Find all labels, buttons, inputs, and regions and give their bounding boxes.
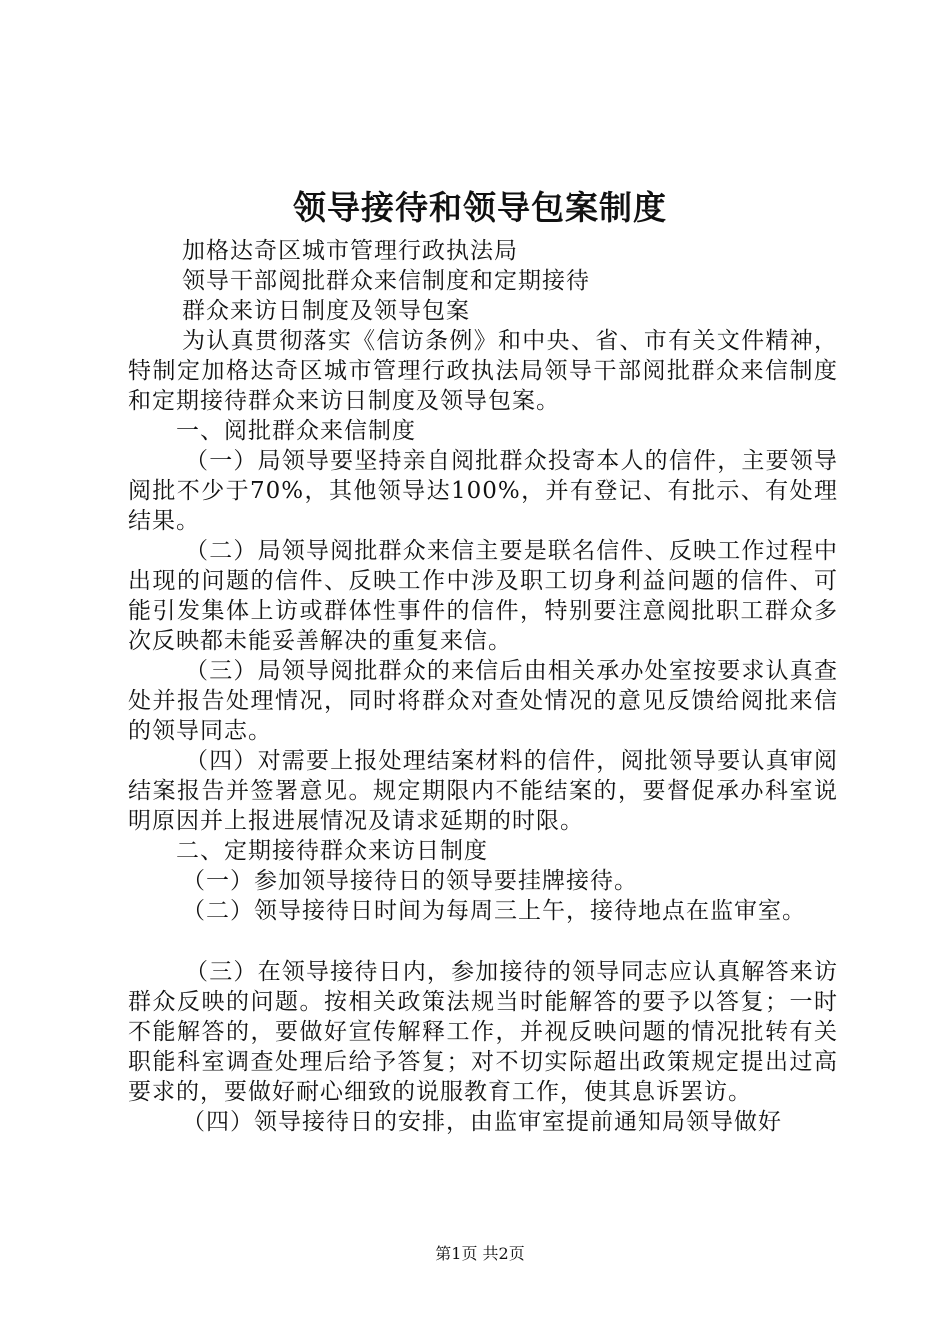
section-2-item-3: （三）在领导接待日内，参加接待的领导同志应认真解答来访群众反映的问题。按相关政策法规当时能解答的要予以答复；一时不能解答的，要做好宣传解释工作，并视反映问题的情况批转有关职能科室调查处理后给予答复；对不切实际超出政策规定提出过高要求的，要做好耐心细致的说服教育工作，使其息诉罢访。 xyxy=(128,959,838,1105)
blank-line xyxy=(128,926,838,957)
section-2-item-4: （四）领导接待日的安排，由监审室提前通知局领导做好 xyxy=(182,1109,782,1135)
subtitle-line-1: 领导干部阅批群众来信制度和定期接待 xyxy=(182,268,590,294)
subtitle-line-2: 群众来访日制度及领导包案 xyxy=(182,298,470,324)
section-1-item-1: （一）局领导要坚持亲自阅批群众投寄本人的信件，主要领导阅批不少于70%，其他领导达100%，并有登记、有批示、有处理结果。 xyxy=(128,448,838,534)
document-body xyxy=(128,236,838,1137)
page-footer: 第1页 共2页 xyxy=(435,1244,525,1263)
section-2-item-2: （二）领导接待日时间为每周三上午，接待地点在监审室。 xyxy=(182,898,806,924)
org-line: 加格达奇区城市管理行政执法局 xyxy=(182,238,518,264)
section-1-item-3: （三）局领导阅批群众的来信后由相关承办处室按要求认真查处并报告处理情况，同时将群众对查处情况的意见反馈给阅批来信的领导同志。 xyxy=(128,658,838,744)
section-1-heading: 一、阅批群众来信制度 xyxy=(176,418,416,444)
intro-paragraph: 为认真贯彻落实《信访条例》和中央、省、市有关文件精神，特制定加格达奇区城市管理行政执法局领导干部阅批群众来信制度和定期接待群众来访日制度及领导包案。 xyxy=(128,328,838,414)
section-2-item-1: （一）参加领导接待日的领导要挂牌接待。 xyxy=(182,868,638,894)
section-2-heading: 二、定期接待群众来访日制度 xyxy=(176,838,488,864)
section-1-item-2: （二）局领导阅批群众来信主要是联名信件、反映工作过程中出现的问题的信件、反映工作中涉及职工切身利益问题的信件、可能引发集体上访或群体性事件的信件，特别要注意阅批职工群众多次反映都未能妥善解决的重复来信。 xyxy=(128,538,838,654)
section-1-item-4: （四）对需要上报处理结案材料的信件，阅批领导要认真审阅结案报告并签署意见。规定期限内不能结案的，要督促承办科室说明原因并上报进展情况及请求延期的时限。 xyxy=(128,748,838,834)
document-title: 领导接待和领导包案制度 xyxy=(293,188,667,227)
